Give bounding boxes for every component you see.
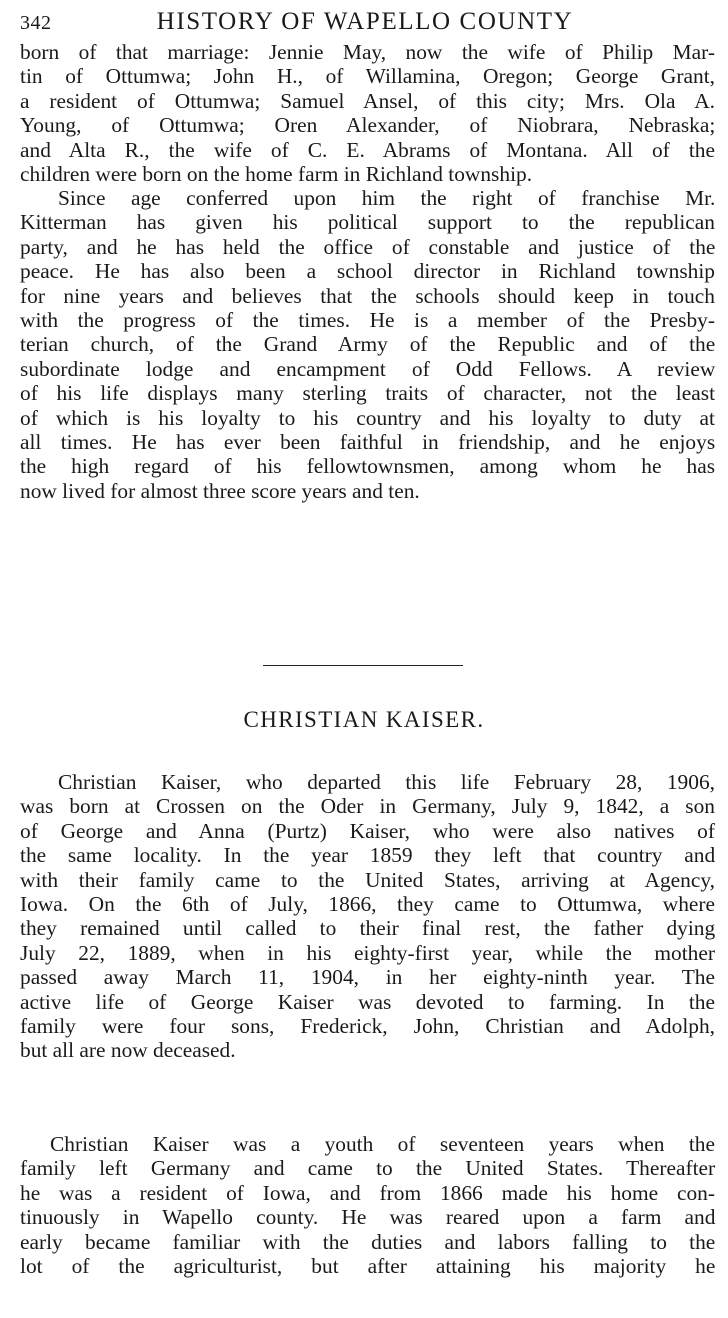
text-line: family left Germany and came to the United States. Thereafter bbox=[20, 1156, 716, 1181]
text-line: party, and he has held the office of constable and justice of the bbox=[20, 234, 716, 259]
text-line: early became familiar with the duties and labors falling to the bbox=[20, 1229, 716, 1254]
text-line: lot of the agriculturist, but after attaining his majority he bbox=[20, 1254, 716, 1279]
text-line: family were four sons, Frederick, John, Christian and Adolph, bbox=[20, 1014, 715, 1039]
text-line: tinuously in Wapello county. He was reared upon a farm and bbox=[20, 1205, 716, 1230]
text-line: a resident of Ottumwa; Samuel Ansel, of this city; Mrs. Ola A. bbox=[20, 88, 715, 113]
text-line: but all are now deceased. bbox=[20, 1038, 236, 1063]
text-line: they remained until called to their final rest, the father dying bbox=[20, 916, 716, 941]
text-line: all times. He has ever been faithful in friendship, and he enjoys bbox=[20, 430, 716, 455]
page-header bbox=[20, 6, 710, 40]
text-line: and Alta R., the wife of C. E. Abrams of Montana. All of the bbox=[20, 137, 715, 162]
text-line: children were born on the home farm in Richland township. bbox=[20, 162, 533, 187]
text-line: Christian Kaiser, who departed this life February 28, 1906, bbox=[58, 770, 715, 794]
text-line: subordinate lodge and encampment of Odd Fellows. A review bbox=[20, 356, 716, 381]
text-line: July 22, 1889, when in his eighty-first year, while the mother bbox=[20, 940, 715, 965]
text-line: the high regard of his fellowtownsmen, among whom he has bbox=[20, 454, 716, 479]
text-line: of George and Anna (Purtz) Kaiser, who were also natives of bbox=[20, 818, 715, 843]
paragraph-political-support bbox=[20, 186, 715, 503]
text-line: Kitterman has given his political support to the republican bbox=[20, 210, 715, 235]
text-line: born of that marriage: Jennie May, now the wife of Philip Mar- bbox=[20, 40, 715, 64]
text-line: tin of Ottumwa; John H., of Willamina, Oregon; George Grant, bbox=[20, 64, 715, 89]
text-line: terian church, of the Grand Army of the Republic and of the bbox=[20, 332, 716, 357]
text-line: now lived for almost three score years and ten. bbox=[20, 478, 420, 503]
text-line: Iowa. On the 6th of July, 1866, they came to Ottumwa, where bbox=[20, 892, 715, 917]
text-line: for nine years and believes that the schools should keep in touch bbox=[20, 283, 715, 308]
text-line: Christian Kaiser was a youth of seventeen years when the bbox=[50, 1132, 715, 1156]
running-title: HISTORY OF WAPELLO COUNTY bbox=[156, 8, 574, 35]
text-line: peace. He has also been a school director in Richland township bbox=[20, 259, 715, 284]
paragraph-kaiser-youth bbox=[20, 1132, 715, 1278]
paragraph-kaiser-origins bbox=[20, 770, 715, 1063]
paragraph-children-list bbox=[20, 40, 715, 186]
section-heading: CHRISTIAN KAISER. bbox=[243, 707, 485, 732]
text-line: with the progress of the times. He is a member of the Presby- bbox=[20, 308, 715, 333]
text-line: Since age conferred upon him the right of franchise Mr. bbox=[58, 186, 716, 210]
text-line: he was a resident of Iowa, and from 1866 made his home con- bbox=[20, 1180, 715, 1205]
text-line: was born at Crossen on the Oder in Germany, July 9, 1842, a son bbox=[20, 794, 715, 819]
section-divider bbox=[263, 665, 463, 666]
text-line: of his life displays many sterling traits of character, not the least bbox=[20, 381, 716, 406]
text-line: active life of George Kaiser was devoted to farming. In the bbox=[20, 989, 715, 1014]
text-line: of which is his loyalty to his country and his loyalty to duty at bbox=[20, 405, 715, 430]
text-line: with their family came to the United States, arriving at Agency, bbox=[20, 867, 715, 892]
page-number: 342 bbox=[20, 12, 52, 34]
text-line: passed away March 11, 1904, in her eighty-ninth year. The bbox=[20, 965, 715, 990]
text-line: the same locality. In the year 1859 they left that country and bbox=[20, 843, 716, 868]
text-line: Young, of Ottumwa; Oren Alexander, of Niobrara, Nebraska; bbox=[20, 113, 716, 138]
